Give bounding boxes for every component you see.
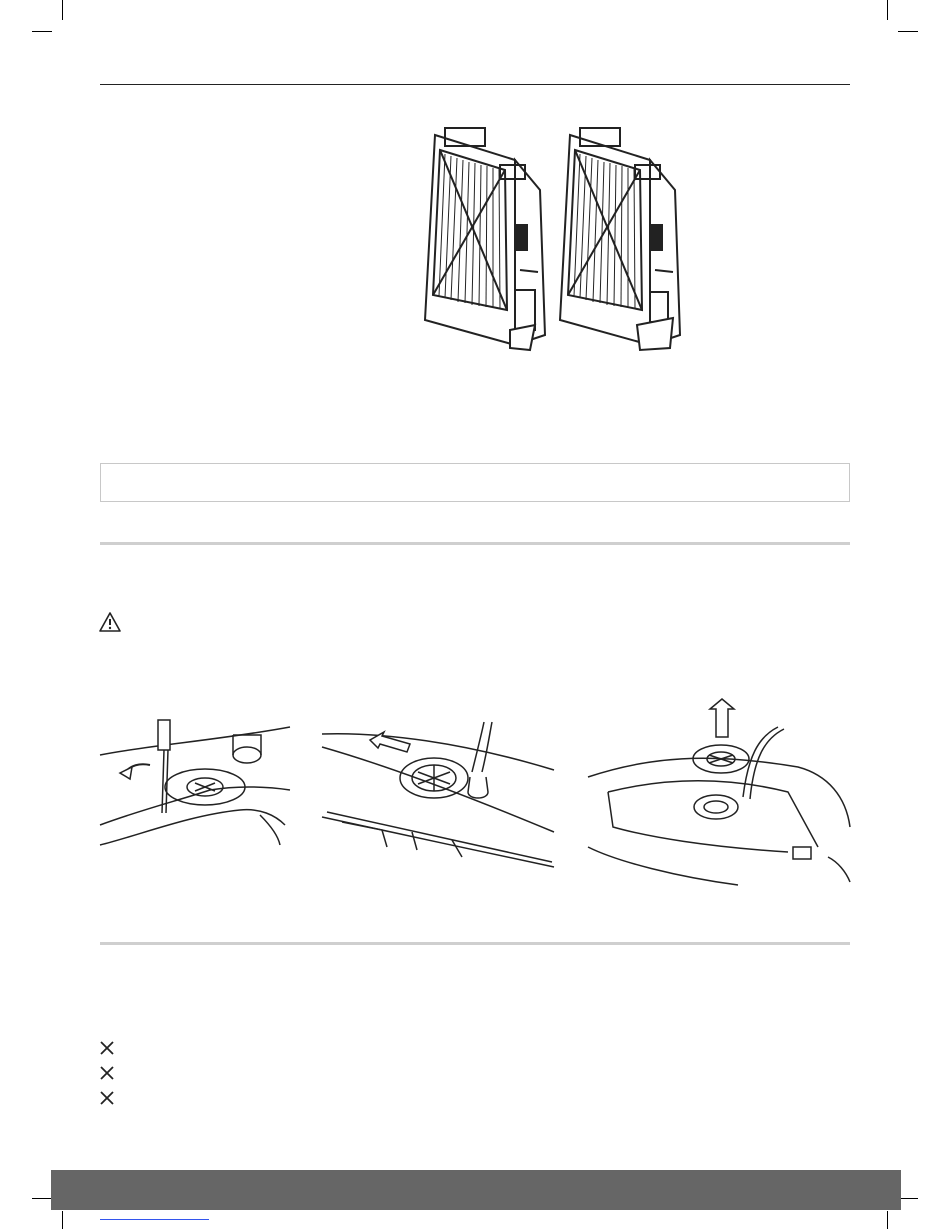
crop-mark [898, 1198, 918, 1199]
x-mark-icon [99, 1090, 115, 1106]
filter-cartridge-right [560, 128, 680, 350]
note-box [100, 463, 850, 502]
filter-cartridge-left [425, 128, 545, 350]
crop-mark [887, 1211, 888, 1229]
footer-bar [51, 1170, 901, 1210]
x-mark-icon [99, 1065, 115, 1081]
footer-link[interactable] [100, 1219, 209, 1220]
crop-mark [62, 0, 63, 20]
crop-mark [62, 1211, 63, 1229]
checklist [99, 1040, 115, 1106]
lift-impeller-illustration [588, 697, 850, 885]
crop-mark [32, 1198, 52, 1199]
slide-cover-illustration [322, 722, 554, 870]
section-divider [100, 542, 850, 545]
header-rule [100, 84, 850, 85]
crop-mark [898, 31, 918, 32]
crop-mark [32, 31, 52, 32]
warning-triangle-icon [99, 612, 121, 632]
x-mark-icon [99, 1040, 115, 1056]
crop-mark [887, 0, 888, 20]
screwdriver-unscrew-illustration [100, 715, 290, 855]
section-divider [100, 942, 850, 945]
filter-cartridge-pair [415, 120, 705, 360]
